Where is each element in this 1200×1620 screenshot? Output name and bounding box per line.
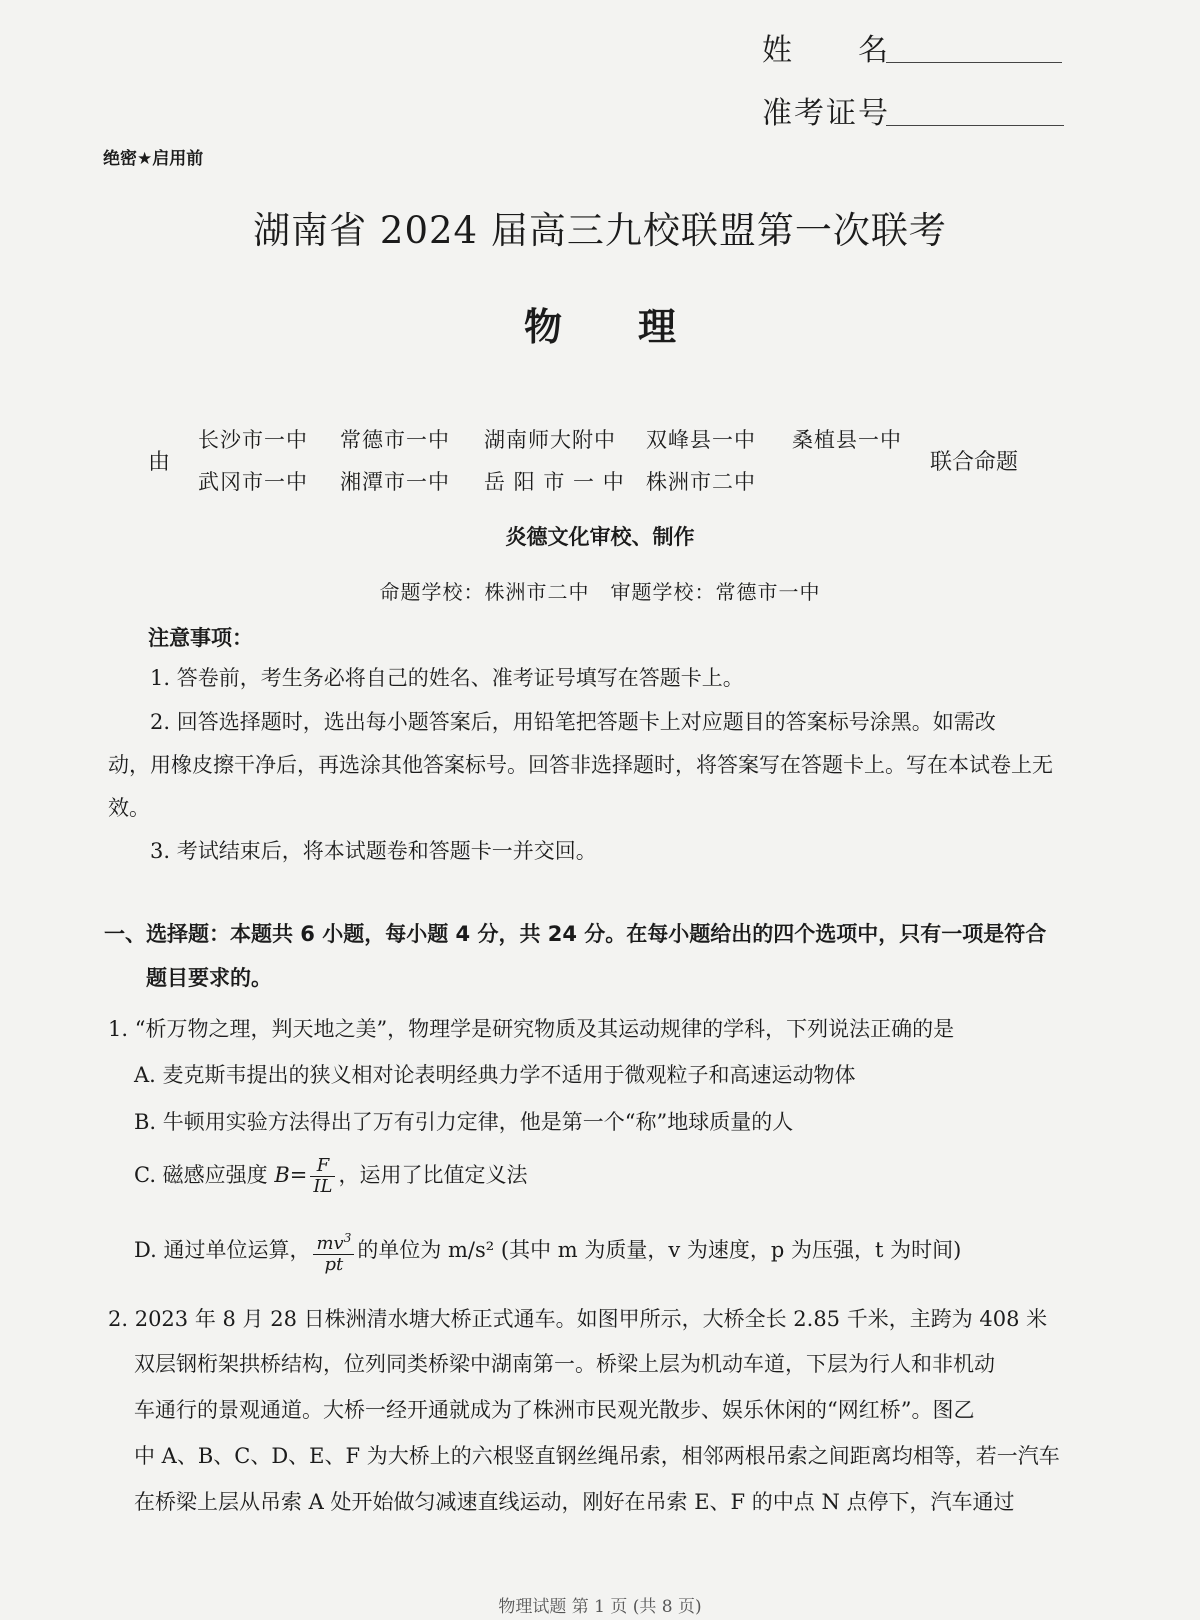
notice-line: 1. 答卷前，考生务必将自己的姓名、准考证号填写在答题卡上。 bbox=[150, 666, 744, 690]
section-heading-cont: 题目要求的。 bbox=[146, 966, 272, 990]
fraction-denominator: pt bbox=[324, 1254, 344, 1275]
exam-title: 湖南省 2024 届高三九校联盟第一次联考 bbox=[253, 209, 947, 252]
option-c-suffix: ，运用了比值定义法 bbox=[338, 1163, 528, 1187]
school-name: 株洲市二中 bbox=[646, 470, 756, 494]
question-2-line: 双层钢桁架拱桥结构，位列同类桥梁中湖南第一。桥梁上层为机动车道，下层为行人和非机动 bbox=[134, 1352, 995, 1376]
option-c-prefix: C. 磁感应强度 bbox=[134, 1163, 275, 1187]
name-label: 姓 名 bbox=[762, 33, 890, 68]
producer-line: 炎德文化审校、制作 bbox=[505, 525, 695, 549]
school-name: 湖南师大附中 bbox=[484, 428, 616, 452]
numerator-base: mv bbox=[316, 1233, 344, 1254]
fraction-denominator: IL bbox=[313, 1176, 333, 1197]
school-name: 常德市一中 bbox=[340, 428, 450, 452]
notice-line: 效。 bbox=[108, 796, 150, 820]
numerator-exponent: 3 bbox=[343, 1231, 352, 1245]
page-footer: 物理试题 第 1 页 (共 8 页) bbox=[498, 1597, 702, 1617]
symbol-b: B bbox=[274, 1163, 290, 1187]
credits-line: 命题学校：株洲市二中 审题学校：常德市一中 bbox=[379, 580, 821, 604]
question-1-option-d bbox=[134, 1228, 961, 1275]
school-name: 双峰县一中 bbox=[646, 428, 756, 452]
exam-number-label: 准考证号 bbox=[762, 96, 890, 131]
fraction-f-over-il bbox=[310, 1156, 335, 1197]
by-label: 由 bbox=[148, 450, 171, 475]
joint-proposition-label: 联合命题 bbox=[930, 450, 1019, 475]
question-2-line: 2. 2023 年 8 月 28 日株洲清水塘大桥正式通车。如图甲所示，大桥全长 2.85 千米，主跨为 408 米 bbox=[108, 1307, 1048, 1331]
option-d-suffix: 的单位为 m/s² (其中 m 为质量，v 为速度，p 为压强，t 为时间) bbox=[357, 1238, 962, 1262]
question-2-line: 中 A、B、C、D、E、F 为大桥上的六根竖直钢丝绳吊索，相邻两根吊索之间距离均相等，若一汽车 bbox=[134, 1444, 1060, 1468]
notice-line: 2. 回答选择题时，选出每小题答案后，用铅笔把答题卡上对应题目的答案标号涂黑。如需改 bbox=[150, 710, 996, 734]
school-name: 岳 阳 市 一 中 bbox=[484, 470, 625, 494]
exam-number-field-line[interactable] bbox=[886, 125, 1064, 126]
notice-heading: 注意事项： bbox=[148, 626, 253, 650]
school-name: 桑植县一中 bbox=[792, 428, 902, 452]
equals-sign: = bbox=[289, 1163, 308, 1187]
question-1-option-a: A. 麦克斯韦提出的狭义相对论表明经典力学不适用于微观粒子和高速运动物体 bbox=[134, 1063, 856, 1087]
fraction-mv3-over-pt bbox=[313, 1228, 354, 1275]
question-1-option-c bbox=[134, 1156, 527, 1197]
question-2-line: 在桥梁上层从吊索 A 处开始做匀减速直线运动，刚好在吊索 E、F 的中点 N 点停下，汽车通过 bbox=[134, 1490, 1015, 1514]
notice-line: 动，用橡皮擦干净后，再选涂其他答案标号。回答非选择题时，将答案写在答题卡上。写在本试卷上无 bbox=[108, 753, 1053, 777]
option-d-prefix: D. 通过单位运算， bbox=[134, 1238, 311, 1262]
question-2-line: 车通行的景观通道。大桥一经开通就成为了株洲市民观光散步、娱乐休闲的“网红桥”。图乙 bbox=[134, 1398, 975, 1422]
fraction-numerator bbox=[313, 1228, 354, 1255]
question-1-option-b: B. 牛顿用实验方法得出了万有引力定律，他是第一个“称”地球质量的人 bbox=[134, 1110, 794, 1134]
secret-mark: 绝密★启用前 bbox=[103, 149, 204, 169]
name-field-line[interactable] bbox=[886, 62, 1062, 63]
section-heading: 一、选择题：本题共 6 小题，每小题 4 分，共 24 分。在每小题给出的四个选项中，只有一项是符合 bbox=[104, 922, 1047, 946]
notice-line: 3. 考试结束后，将本试题卷和答题卡一并交回。 bbox=[150, 839, 597, 863]
school-name: 湘潭市一中 bbox=[340, 470, 450, 494]
question-1-stem: 1. “析万物之理，判天地之美”，物理学是研究物质及其运动规律的学科，下列说法正确的是 bbox=[108, 1017, 955, 1041]
fraction-numerator: F bbox=[310, 1156, 335, 1177]
subject-title: 物 理 bbox=[523, 305, 676, 349]
school-name: 长沙市一中 bbox=[198, 428, 308, 452]
school-name: 武冈市一中 bbox=[198, 470, 308, 494]
